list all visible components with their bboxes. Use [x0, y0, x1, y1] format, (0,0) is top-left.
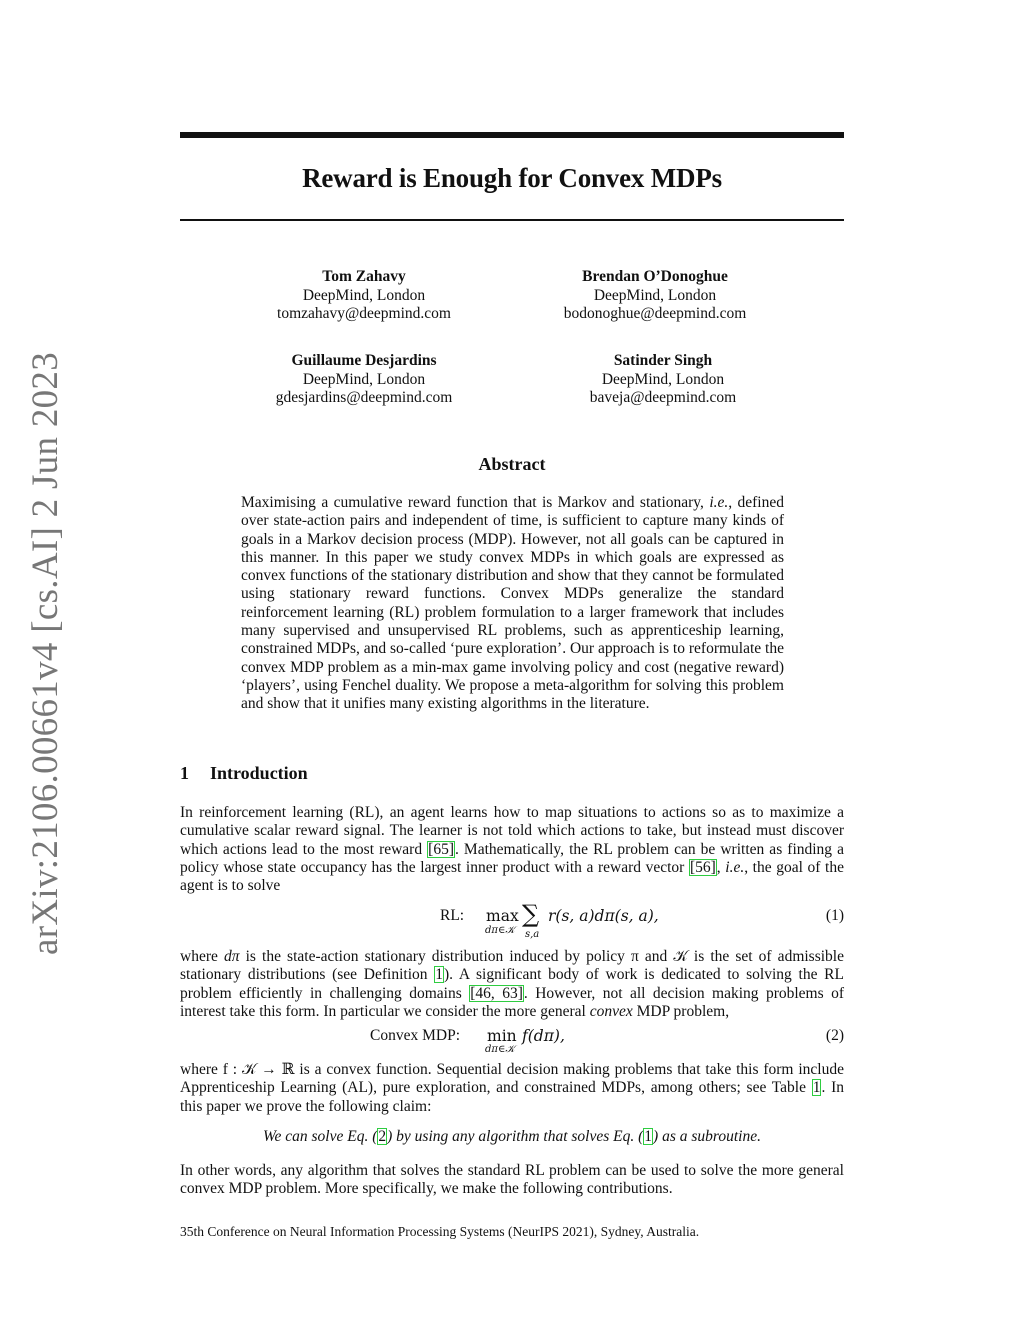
author-affiliation: DeepMind, London	[302, 370, 426, 388]
text: MDP problem,	[632, 1002, 730, 1020]
text: where f : 𝒦 → ℝ is a convex function. Sequential decision making problems that take this form include Apprenticeship Learning (AL), pure exploration, and constrained MDPs, among others; see Table	[180, 1061, 844, 1097]
section-number: 1	[180, 763, 189, 783]
equation-label: Convex MDP:	[370, 1027, 460, 1044]
equation-link[interactable]: 2	[378, 1128, 387, 1145]
equation-number: (2)	[825, 1027, 844, 1044]
equation-number: (1)	[825, 907, 844, 924]
author-name: Brendan O’Donoghue	[582, 268, 728, 285]
equation-2	[180, 1025, 844, 1065]
text: . In this paper we prove the following claim:	[180, 1079, 844, 1115]
paragraph-intro-1	[180, 804, 844, 895]
text: is the state-action stationary distribution induced by policy π and 𝒦 is the set of admissible stationary distributions (see Definition	[180, 948, 844, 984]
author-name: Satinder Singh	[613, 352, 713, 369]
text: . However, not all decision making problems of interest take this form. In particular we consider the more general	[180, 984, 845, 1020]
abstract-text-part: Maximising a cumulative reward function that is Markov and stationary,	[241, 494, 710, 511]
max-subscript: dπ∈𝒦	[485, 925, 515, 936]
paper-title: Reward is Enough for Convex MDPs	[302, 163, 722, 193]
text: where	[180, 948, 224, 965]
paragraph-intro-4: In other words, any algorithm that solves the standard RL problem can be used to solve the more general convex MDP problem. More specifically, we make the following contributions.	[180, 1162, 844, 1198]
paragraph-intro-3	[180, 1061, 844, 1116]
min-subscript: dπ∈𝒦	[485, 1044, 515, 1055]
equation-body: r(s, a)dπ(s, a),	[548, 907, 659, 925]
sum-symbol: ∑	[522, 900, 540, 928]
author-affiliation: DeepMind, London	[302, 286, 426, 304]
author-name: Guillaume Desjardins	[291, 352, 437, 369]
citation-link[interactable]: [56]	[689, 858, 716, 876]
author-email[interactable]: gdesjardins@deepmind.com	[275, 389, 453, 406]
abstract-text	[241, 494, 784, 714]
author-email[interactable]: tomzahavy@deepmind.com	[277, 305, 451, 322]
conference-footnote: 35th Conference on Neural Information Processing Systems (NeurIPS 2021), Sydney, Australia.	[180, 1224, 700, 1239]
author-block	[505, 268, 805, 324]
section-heading	[180, 763, 308, 784]
min-operator: min	[487, 1027, 517, 1045]
sum-subscript: s,a	[525, 929, 540, 940]
title-rule-bottom	[180, 219, 844, 221]
title-rule-top	[180, 132, 844, 138]
author-name: Tom Zahavy	[322, 268, 406, 285]
claim-statement	[180, 1128, 844, 1146]
claim-text: ) by using any algorithm that solves Eq. (	[387, 1128, 644, 1145]
abstract-heading: Abstract	[478, 454, 546, 474]
paragraph-intro-2	[180, 948, 844, 1021]
max-operator: max	[486, 907, 519, 925]
abstract-text-part: , defined over state-action pairs and independent of time, is sufficient to capture many kinds of goals in a Markov decision process (MDP). However, not all goals can be captured in this manner. In this paper we study convex MDPs in which goals are expressed as convex functions of the stationary distribution and show that they cannot be formulated using stationary reward functions. Convex MDPs generalize the standard reinforcement learning (RL) problem formulation to a larger framework that includes many supervised and unsupervised RL problems, such as apprenticeship learning, constrained MDPs, and so-called ‘pure exploration’. Our approach is to reformulate the convex MDP problem as a min-max game involving policy and cost (negative reward) ‘players’, using Fenchel duality. We propose a meta-algorithm for solving this problem and show that it unifies many existing algorithms in the literature.	[241, 494, 784, 713]
author-email[interactable]: bodonoghue@deepmind.com	[563, 305, 747, 322]
text: , the goal of the agent is to solve	[180, 858, 844, 895]
citation-link[interactable]: [65]	[428, 840, 454, 858]
text: ,	[716, 858, 726, 876]
author-email[interactable]: baveja@deepmind.com	[589, 389, 737, 406]
claim-text: We can solve Eq. (	[263, 1128, 378, 1145]
text: . Mathematically, the RL problem can be written as finding a policy whose state occupancy has the largest inner product with a reward vector	[180, 840, 844, 876]
equation-label: RL:	[440, 907, 465, 924]
claim-text: ) as a subroutine.	[653, 1128, 761, 1145]
author-block	[214, 352, 514, 408]
definition-link[interactable]: 1	[435, 966, 443, 984]
text: In reinforcement learning (RL), an agent learns how to map situations to actions so as to maximize a cumulative scalar reward signal. The learner is not told which actions to take, but instead must discover which actions lead to the most reward	[180, 804, 844, 858]
section-title: Introduction	[210, 763, 308, 783]
equation-link[interactable]: 1	[644, 1128, 653, 1145]
math-inline: dπ	[223, 948, 240, 965]
author-block	[214, 268, 514, 324]
author-affiliation: DeepMind, London	[601, 370, 725, 388]
author-block	[513, 352, 813, 408]
citation-link[interactable]: [46, 63]	[470, 984, 523, 1002]
equation-1	[180, 900, 844, 944]
arxiv-stamp: arXiv:2106.00661v4 [cs.AI] 2 Jun 2023	[25, 351, 66, 955]
equation-body: f(dπ),	[522, 1027, 565, 1045]
text-emph: convex	[589, 1002, 633, 1020]
text: ). A significant body of work is dedicated to solving the RL problem efficiently in challenging domains	[180, 966, 844, 1002]
text-ie: i.e.	[725, 858, 745, 876]
author-affiliation: DeepMind, London	[593, 286, 717, 304]
abstract-ie: i.e.	[709, 494, 729, 511]
table-link[interactable]: 1	[812, 1079, 821, 1097]
